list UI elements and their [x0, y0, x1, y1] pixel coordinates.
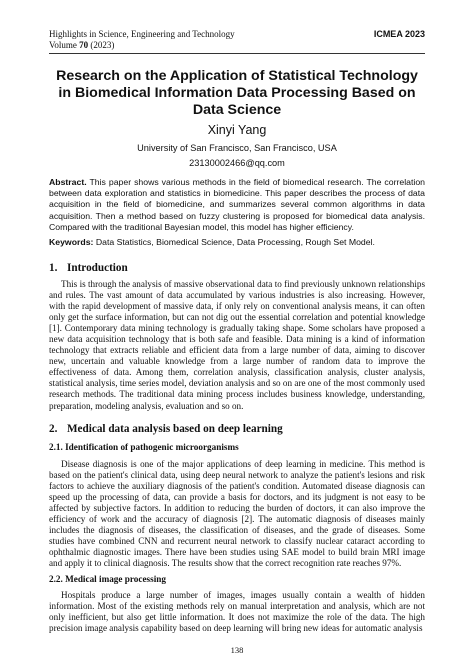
section-title: Introduction	[67, 262, 128, 274]
author-email: 23130002466@qq.com	[189, 158, 285, 168]
page-number: 138	[230, 645, 244, 655]
volume-info	[49, 40, 114, 51]
keywords	[49, 237, 425, 248]
subsection-heading-pathogenic: 2.1. Identification of pathogenic microorganisms	[49, 442, 239, 452]
journal-name: Highlights in Science, Engineering and Technology	[49, 29, 235, 39]
paragraph-text: Hospitals produce a large number of images, images usually contain a wealth of hidden information. Most of the existing methods rely on manual interpretation and analysis, which are not only inefficient, but also get little information. It does not maximize the role of the data. The high precision image analysis capability based on deep learning will bring new ideas for automatic analysis	[49, 590, 425, 634]
author-affiliation: University of San Francisco, San Francisco, USA	[137, 143, 337, 153]
section-heading-introduction	[49, 262, 425, 275]
section-title: Medical data analysis based on deep learning	[67, 423, 283, 435]
paragraph-text: This is through the analysis of massive observational data to find previously unknown relationships and rules. The vast amount of data accumulated by various industries is also increasing. However, with the rapid development of massive data, if only rely on conventional analysis means, it can often only get the surface information, but can not dig out the essential correlation and potential knowledge [1]. Contemporary data mining technology is gradually taking shape. Some scholars have proposed a new data acquisition technology that is both safe and feasible. Data mining is a kind of information technology that extracts reliable and efficient data from a large number of data, aiming to discover new, uncertain and valuable knowledge from a large number of random data to improve the effectiveness of data. Among them, correlation analysis, classification analysis, cluster analysis, statistical analysis, time series model, deviation analysis and so on are one of the most commonly used research methods. The traditional data mining process includes business knowledge, understanding, preparation, modeling analysis, evaluation and so on.	[49, 279, 425, 411]
author-name: Xinyi Yang	[207, 123, 267, 137]
image-processing-paragraph	[49, 590, 425, 634]
section-heading-deep-learning	[49, 423, 425, 436]
paragraph-text: Disease diagnosis is one of the major applications of deep learning in medicine. This method is based on the patient's clinical data, using deep neural network to analyze the patient's lesions and risk factors to achieve the auxiliary diagnosis of the patient's condition. Automated disease diagnosis can speed up the processing of data, can provide a basis for doctors, and its judgment is not easy to be affected by subjective factors. In addition to reducing the burden of doctors, it can also improve the efficiency of work and the accuracy of diagnosis [2]. The automatic diagnosis of diseases mainly includes the diagnosis of diseases, the classification of diseases, and the grade of diseases. Some studies have combined CNN and recurrent neural network to classify nuclear cataract according to ophthalmic diagnostic images. There have been studies using SAE model to build brain MRI image and apply it to clinical diagnosis. The results show that the correct recognition rate reaches 97%.	[49, 459, 425, 569]
pathogenic-paragraph	[49, 459, 425, 569]
abstract-text: This paper shows various methods in the field of biomedical research. The correlation between data exploration and statistics in biomedicine. This paper describes the process of data acquisition in the field of biomedicine, and summarizes several common algorithms in data acquisition. Then a method based on fuzzy clustering is proposed for biomedical data analysis. Compared with the traditional Bayesian model, this model has higher efficiency.	[49, 177, 425, 232]
volume-number: 70	[79, 40, 89, 50]
abstract-label: Abstract.	[49, 177, 87, 187]
paper-title: Research on the Application of Statistical Technology in Biomedical Information Data Processing Based on Data Science	[56, 68, 418, 118]
volume-prefix: Volume	[49, 40, 80, 50]
section-number: 2.	[49, 423, 58, 435]
abstract	[49, 177, 425, 233]
header-divider	[49, 53, 425, 54]
volume-year: (2023)	[88, 40, 115, 50]
introduction-paragraph	[49, 279, 425, 412]
keywords-text: Data Statistics, Biomedical Science, Data Processing, Rough Set Model.	[93, 237, 375, 247]
keywords-label: Keywords:	[49, 237, 94, 247]
subsection-heading-image-processing: 2.2. Medical image processing	[49, 574, 166, 584]
conference-name: ICMEA 2023	[373, 29, 425, 39]
section-number: 1.	[49, 262, 58, 274]
